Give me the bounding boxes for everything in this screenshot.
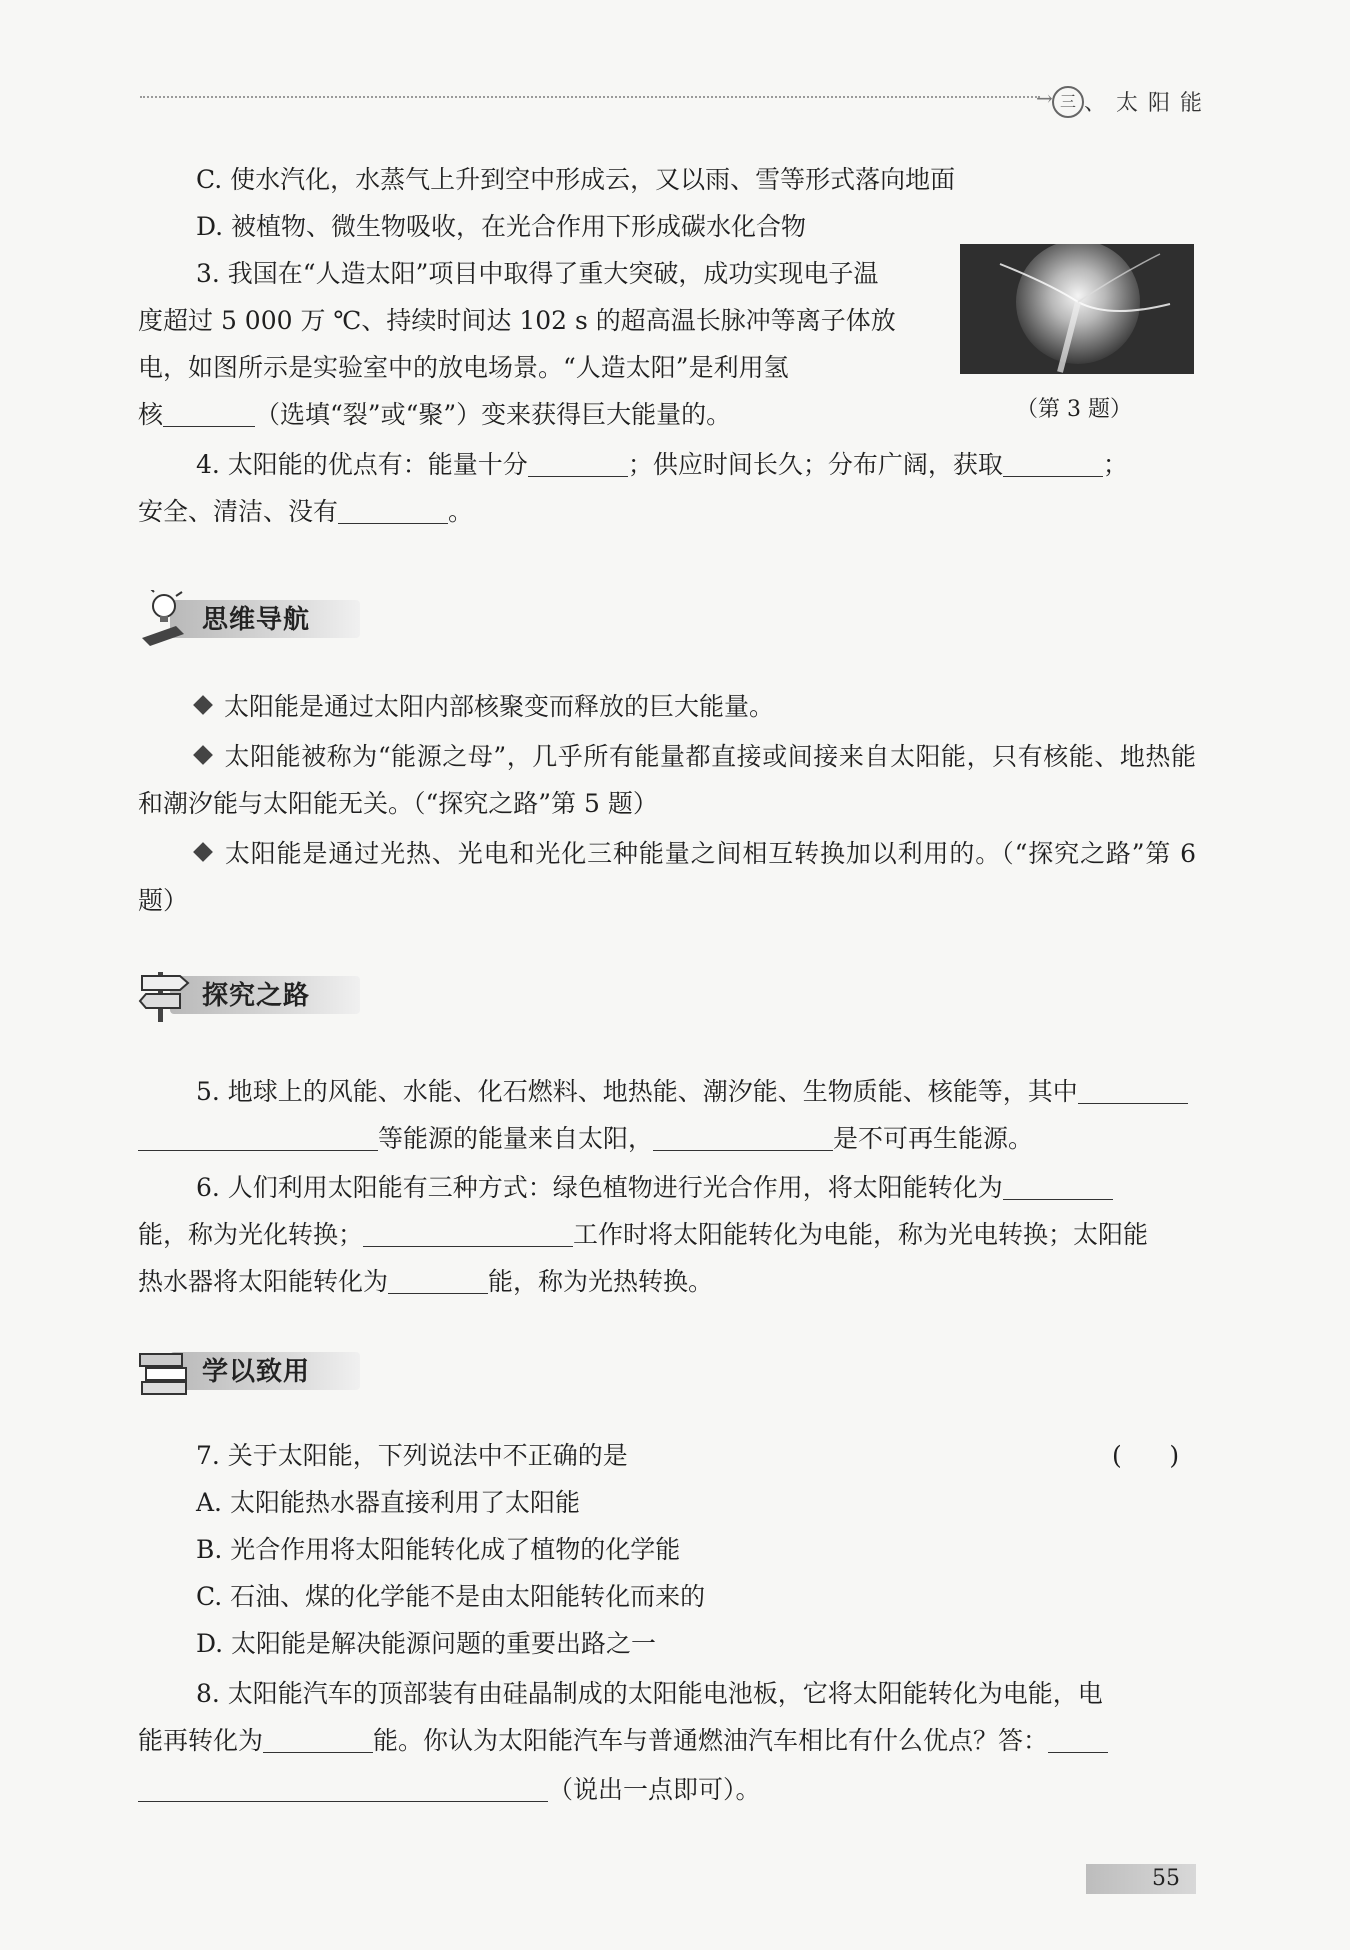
q8-line3: （说出一点即可）。 (138, 1766, 761, 1813)
q4-blank-2[interactable] (1003, 450, 1103, 477)
diamond-bullet-icon (193, 745, 213, 765)
q5-blank-2[interactable] (653, 1124, 833, 1151)
q6-line3: 热水器将太阳能转化为 能，称为光热转换。 (138, 1267, 714, 1296)
q2-option-d: D. 被植物、微生物吸收，在光合作用下形成碳水化合物 (196, 212, 807, 241)
q4-blank-1[interactable] (528, 450, 628, 477)
q6-line2: 能，称为光化转换； 工作时将太阳能转化为电能，称为光电转换；太阳能 (138, 1220, 1149, 1249)
lightbulb-book-icon (136, 590, 198, 646)
figure-caption: （第 3 题） (1016, 397, 1132, 422)
q3-line2: 度超过 5 000 万 ℃、持续时间达 102 s 的超高温长脉冲等离子体放 (138, 306, 896, 335)
section-title: 学以致用 (202, 1357, 311, 1387)
q7-stem: 7. 关于太阳能，下列说法中不正确的是 (196, 1441, 628, 1470)
q7-option-c: C. 石油、煤的化学能不是由太阳能转化而来的 (196, 1582, 706, 1611)
q5-line1: 5. 地球上的风能、水能、化石燃料、地热能、潮汐能、生物质能、核能等，其中 (196, 1068, 1188, 1115)
q2-option-c: C. 使水汽化，水蒸气上升到空中形成云，又以雨、雪等形式落向地面 (196, 165, 956, 194)
q7-option-b: B. 光合作用将太阳能转化成了植物的化学能 (196, 1535, 681, 1564)
q3-line4: 核 （选填“裂”或“聚”）变来获得巨大能量的。 (138, 400, 732, 429)
q8-line2: 能再转化为 能。你认为太阳能汽车与普通燃油汽车相比有什么优点？答： (138, 1717, 1108, 1764)
nav-item-3: 太阳能是通过光热、光电和光化三种能量之间相互转换加以利用的。（“探究之路”第 6 题） (138, 839, 1196, 915)
q8-blank-1[interactable] (263, 1726, 373, 1753)
q8-blank-2b[interactable] (138, 1775, 548, 1802)
nav-item-1: 太阳能是通过太阳内部核聚变而释放的巨大能量。 (138, 683, 1196, 730)
page-number: 55 (1152, 1866, 1180, 1891)
diamond-bullet-icon (193, 842, 213, 862)
chapter-title: 、太阳能 (1084, 91, 1213, 116)
arrow-icon: → (1036, 86, 1053, 110)
q6-line1: 6. 人们利用太阳能有三种方式：绿色植物进行光合作用，将太阳能转化为 (196, 1164, 1113, 1211)
section-title: 探究之路 (202, 981, 311, 1011)
q4-blank-3[interactable] (338, 497, 448, 524)
q6-blank-3[interactable] (388, 1267, 488, 1294)
q4-line2: 安全、清洁、没有 。 (138, 497, 474, 526)
q3-line3: 电，如图所示是实验室中的放电场景。“人造太阳”是利用氢 (138, 353, 789, 382)
q8-line1: 8. 太阳能汽车的顶部装有由硅晶制成的太阳能电池板，它将太阳能转化为电能，电 (196, 1679, 1103, 1708)
section-header-thinking-guide (136, 590, 366, 646)
section-title: 思维导航 (202, 605, 311, 635)
q4-line1: 4. 太阳能的优点有：能量十分 ；供应时间长久；分布广阔，获取 ； (196, 450, 1128, 479)
diamond-bullet-icon (193, 695, 213, 715)
section-header-application (136, 1342, 366, 1398)
q7-option-d: D. 太阳能是解决能源问题的重要出路之一 (196, 1629, 657, 1658)
books-icon (136, 1342, 198, 1398)
q7-answer-bracket[interactable]: ( ) (1112, 1441, 1180, 1470)
section-header-exploration (136, 966, 366, 1022)
q8-blank-2a[interactable] (1048, 1726, 1108, 1753)
signpost-icon (136, 966, 198, 1022)
q3-line1: 3. 我国在“人造太阳”项目中取得了重大突破，成功实现电子温 (196, 259, 879, 288)
q5-line2: 等能源的能量来自太阳， 是不可再生能源。 (138, 1115, 1033, 1162)
q5-blank-1a[interactable] (1078, 1077, 1188, 1104)
chapter-number: 三 (1052, 86, 1084, 118)
q3-answer-blank[interactable] (163, 400, 255, 427)
q5-blank-1b[interactable] (138, 1124, 378, 1151)
q6-blank-1[interactable] (1003, 1173, 1113, 1200)
plasma-discharge-photo (960, 244, 1194, 374)
header-dotted-rule (140, 96, 1040, 98)
nav-item-2: 太阳能被称为“能源之母”，几乎所有能量都直接或间接来自太阳能，只有核能、地热能和潮汐能与太阳能无关。（“探究之路”第 5 题） (138, 742, 1196, 818)
q7-option-a: A. 太阳能热水器直接利用了太阳能 (196, 1488, 580, 1517)
q6-blank-2[interactable] (363, 1220, 573, 1247)
